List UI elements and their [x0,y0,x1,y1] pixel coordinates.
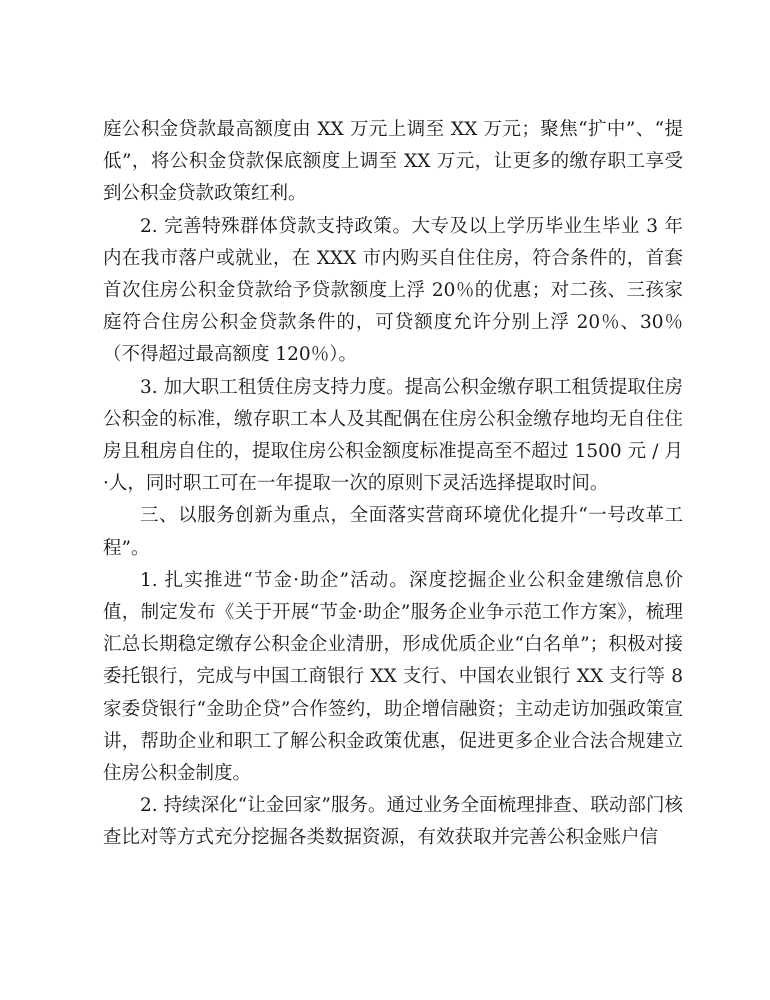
paragraph-rental-support: 3. 加大职工租赁住房支持力度。提高公积金缴存职工租赁提取住房公积金的标准，缴存职工本人及其配偶在住房公积金缴存地均无自住住房且租房自住的，提取住房公积金额度标准提高至不超过 1500 元 / 月·人，同时职工可在一年提取一次的原则下灵活选择提取时间。 [103,376,683,495]
paragraph-continuation: 庭公积金贷款最高额度由 XX 万元上调至 XX 万元；聚焦“扩中”、“提低”，将公积金贷款保底额度上调至 XX 万元，让更多的缴存职工享受到公积金贷款政策红利。 [103,119,683,205]
section-heading-service-innovation: 三、以服务创新为重点，全面落实营商环境优化提升“一号改革工程”。 [103,505,683,559]
paragraph-fund-return-service: 2. 持续深化“让金回家”服务。通过业务全面梳理排查、联动部门核查比对等方式充分挖掘各类数据资源，有效获取并完善公积金账户信 [103,795,683,849]
paragraph-special-group-loans: 2. 完善特殊群体贷款支持政策。大专及以上学历毕业生毕业 3 年内在我市落户或就业，在 XXX 市内购买自住住房，符合条件的，首套首次住房公积金贷款给予贷款额度上浮 20％的优惠；对二孩、三孩家庭符合住房公积金贷款条件的，可贷额度允许分别上浮 20％、30％（不得超过最高额度 120％）。 [103,215,683,366]
document-body [103,114,683,855]
paragraph-enterprise-support: 1. 扎实推进“节金·助企”活动。深度挖掘企业公积金建缴信息价值，制定发布《关于开展“节金·助企”服务企业争示范工作方案》，梳理汇总长期稳定缴存公积金企业清册，形成优质企业“白名单”；积极对接委托银行，完成与中国工商银行 XX 支行、中国农业银行 XX 支行等 8 家委贷银行“金助企贷”合作签约，助企增信融资；主动走访加强政策宣讲，帮助企业和职工了解公积金政策优惠，促进更多企业合法合规建立住房公积金制度。 [103,569,683,785]
